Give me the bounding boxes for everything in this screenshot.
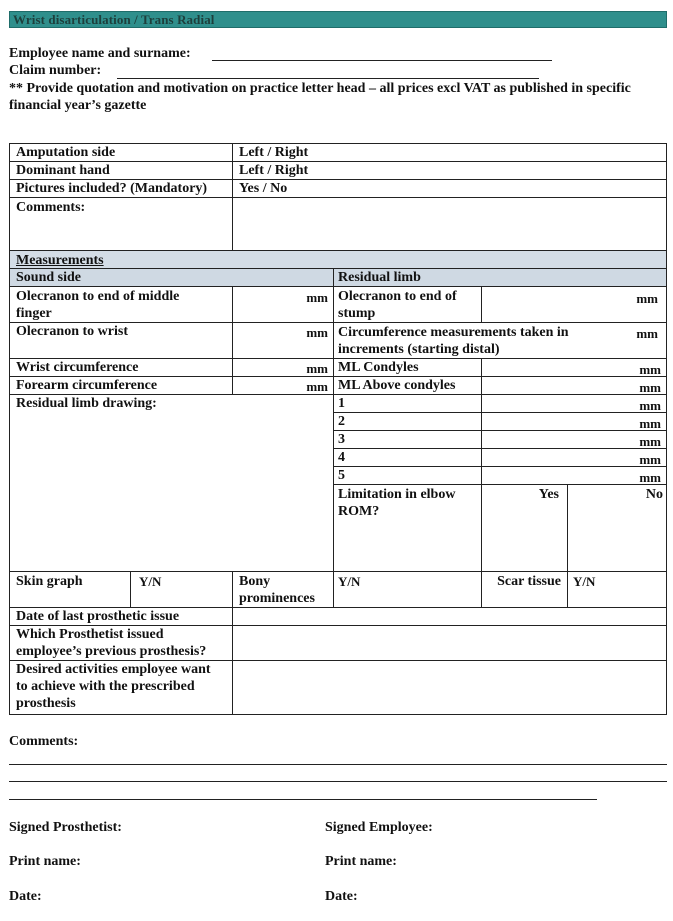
date-prosthetist-label: Date: — [9, 889, 42, 904]
date-employee-label: Date: — [325, 889, 358, 904]
ml-above-condyles-label: ML Above condyles — [338, 378, 456, 393]
dominant-hand-label: Dominant hand — [16, 163, 110, 178]
residual-limb-title: Residual limb — [338, 270, 421, 285]
scar-tissue-label-cell — [481, 571, 568, 608]
skin-graph-label-cell — [9, 571, 131, 608]
increment-2-field[interactable] — [481, 412, 667, 431]
residual-row-label-cell — [333, 286, 482, 323]
residual-row-label-cell — [333, 358, 482, 377]
comments-line-3[interactable] — [9, 799, 597, 800]
signed-prosthetist-label: Signed Prosthetist: — [9, 820, 122, 835]
elbow-rom-no-label: No — [645, 487, 663, 502]
sound-row-label-cell — [9, 358, 233, 377]
olecranon-middle-finger-field[interactable] — [232, 286, 334, 323]
last-issue-date-label-cell — [9, 607, 233, 626]
ml-above-condyles-field[interactable] — [481, 376, 667, 395]
forearm-circumference-field[interactable] — [232, 376, 334, 395]
scar-tissue-value: Y/N — [573, 574, 596, 589]
sound-row-label-cell — [9, 376, 233, 395]
signed-employee-label: Signed Employee: — [325, 820, 433, 835]
sound-row-label-cell — [9, 286, 233, 323]
unit-mm: mm — [639, 380, 661, 395]
increment-4-field[interactable] — [481, 448, 667, 467]
previous-prosthetist-label: Which Prosthetist issued employee’s previous prosthesis? — [16, 627, 207, 659]
increment-3-label: 3 — [338, 432, 345, 447]
pictures-included-label-cell — [9, 179, 233, 198]
print-name-employee-label: Print name: — [325, 854, 397, 869]
comments-field[interactable] — [232, 197, 667, 251]
unit-mm: mm — [639, 416, 661, 431]
desired-activities-label: Desired activities employee want to achieve with the prescribed prosthesis — [16, 662, 211, 711]
ml-condyles-label: ML Condyles — [338, 360, 419, 375]
claim-number-label: Claim number: — [9, 63, 102, 78]
amputation-side-label: Amputation side — [16, 145, 116, 160]
bony-prominences-value: Y/N — [338, 574, 361, 589]
desired-activities-label-cell — [9, 660, 233, 715]
ml-condyles-field[interactable] — [481, 358, 667, 377]
scar-tissue-label: Scar tissue — [497, 574, 561, 589]
form-title-banner — [9, 11, 667, 28]
unit-mm: mm — [639, 470, 661, 485]
residual-limb-header — [333, 268, 667, 287]
unit-mm: mm — [306, 290, 328, 305]
skin-graph-field[interactable] — [130, 571, 233, 608]
unit-mm: mm — [636, 291, 658, 306]
forearm-circumference-label: Forearm circumference — [16, 378, 158, 393]
increment-3-label-cell — [333, 430, 482, 449]
wrist-circumference-label: Wrist circumference — [16, 360, 139, 375]
increment-1-label: 1 — [338, 396, 345, 411]
claim-number-field[interactable] — [117, 78, 539, 79]
pictures-included-value: Yes / No — [239, 181, 288, 196]
increment-2-label: 2 — [338, 414, 345, 429]
previous-prosthetist-field[interactable] — [232, 625, 667, 661]
bony-prominences-field[interactable] — [333, 571, 482, 608]
elbow-rom-label-cell — [333, 484, 482, 572]
increment-3-field[interactable] — [481, 430, 667, 449]
form-title: Wrist disarticulation / Trans Radial — [13, 12, 215, 27]
residual-limb-drawing-area[interactable] — [9, 394, 334, 572]
skin-graph-label: Skin graph — [16, 574, 83, 589]
employee-name-label: Employee name and surname: — [9, 46, 191, 61]
last-issue-date-field[interactable] — [232, 607, 667, 626]
unit-mm: mm — [306, 361, 328, 376]
increment-1-field[interactable] — [481, 394, 667, 413]
increment-4-label: 4 — [338, 450, 345, 465]
olecranon-middle-finger-label: Olecranon to end of middle finger — [16, 289, 180, 321]
increment-1-label-cell — [333, 394, 482, 413]
increment-5-label: 5 — [338, 468, 345, 483]
increment-5-label-cell — [333, 466, 482, 485]
olecranon-stump-label: Olecranon to end of stump — [338, 289, 457, 321]
comments-label-cell — [9, 197, 233, 251]
elbow-rom-yes-option[interactable] — [481, 484, 568, 572]
sound-side-title: Sound side — [16, 270, 81, 285]
measurements-title: Measurements — [16, 253, 104, 268]
increment-4-label-cell — [333, 448, 482, 467]
olecranon-stump-field[interactable] — [481, 286, 667, 323]
increment-2-label-cell — [333, 412, 482, 431]
olecranon-wrist-field[interactable] — [232, 322, 334, 359]
amputation-side-field[interactable] — [232, 143, 667, 162]
sound-row-label-cell — [9, 322, 233, 359]
dominant-hand-field[interactable] — [232, 161, 667, 180]
unit-mm: mm — [639, 398, 661, 413]
wrist-circumference-field[interactable] — [232, 358, 334, 377]
previous-prosthetist-label-cell — [9, 625, 233, 661]
sound-side-header — [9, 268, 334, 287]
olecranon-wrist-label: Olecranon to wrist — [16, 324, 128, 339]
last-issue-date-label: Date of last prosthetic issue — [16, 609, 180, 624]
comments-line-2[interactable] — [9, 781, 667, 782]
unit-mm: mm — [636, 326, 658, 341]
dominant-hand-value: Left / Right — [239, 163, 309, 178]
circumference-increments-label: Circumference measurements taken in increments (starting distal) — [338, 325, 569, 357]
bony-prominences-label-cell — [232, 571, 334, 608]
print-name-prosthetist-label: Print name: — [9, 854, 81, 869]
unit-mm: mm — [639, 452, 661, 467]
pictures-included-label: Pictures included? (Mandatory) — [16, 181, 208, 196]
elbow-rom-no-option[interactable] — [567, 484, 667, 572]
increment-5-field[interactable] — [481, 466, 667, 485]
dominant-hand-label-cell — [9, 161, 233, 180]
amputation-side-value: Left / Right — [239, 145, 309, 160]
pictures-included-field[interactable] — [232, 179, 667, 198]
desired-activities-field[interactable] — [232, 660, 667, 715]
unit-mm: mm — [306, 325, 328, 340]
amputation-side-label-cell — [9, 143, 233, 162]
measurements-header — [9, 250, 667, 269]
elbow-rom-label: Limitation in elbow ROM? — [338, 487, 456, 519]
employee-name-field[interactable] — [212, 60, 552, 61]
bony-prominences-label: Bony prominences — [239, 574, 315, 606]
unit-mm: mm — [639, 362, 661, 377]
footer-comments-label: Comments: — [9, 734, 79, 749]
residual-row-label-cell — [333, 376, 482, 395]
comments-line-1[interactable] — [9, 764, 667, 765]
unit-mm: mm — [639, 434, 661, 449]
quotation-note: ** Provide quotation and motivation on practice letter head – all prices excl VAT as published in specific financial year’s gazette — [9, 81, 631, 113]
scar-tissue-field[interactable] — [567, 571, 667, 608]
residual-limb-drawing-label: Residual limb drawing: — [16, 396, 157, 411]
skin-graph-value: Y/N — [139, 574, 162, 589]
elbow-rom-yes-label: Yes — [538, 487, 559, 502]
comments-label: Comments: — [16, 200, 86, 215]
circumference-increments-cell — [333, 322, 667, 359]
unit-mm: mm — [306, 379, 328, 394]
